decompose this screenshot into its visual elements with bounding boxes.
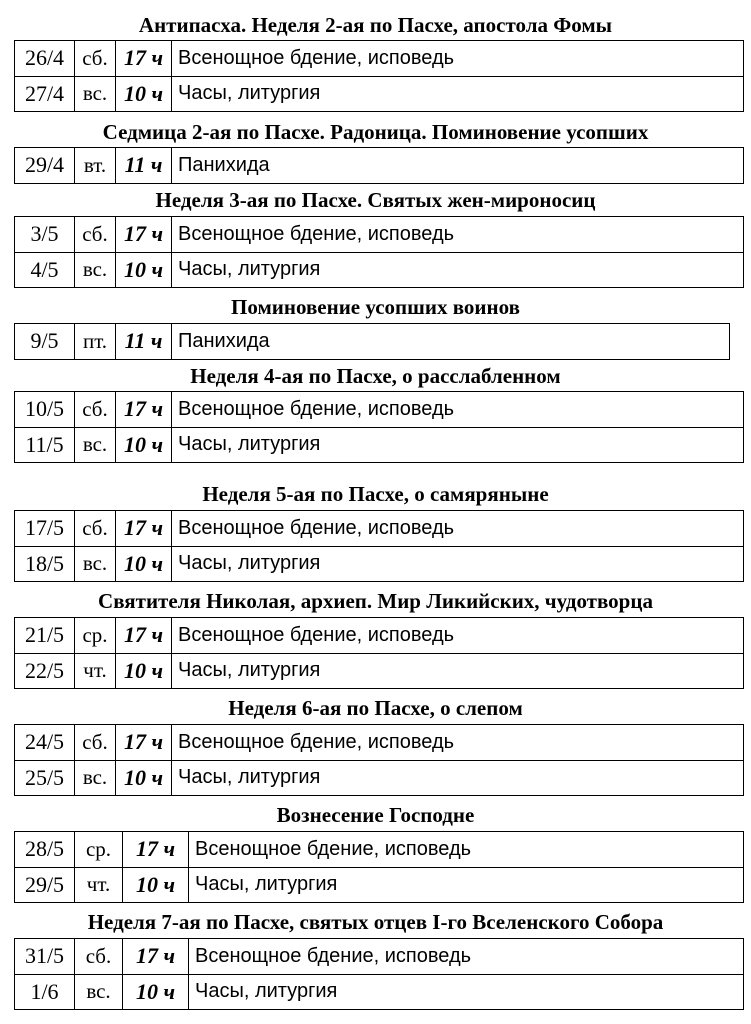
time-cell: 17 ч [116,41,172,77]
table-row [15,546,744,582]
table-row [15,725,744,761]
service-cell: Всенощное бдение, исповедь [189,832,744,868]
time-cell: 10 ч [116,546,172,582]
date-cell: 18/5 [15,546,75,582]
weekday-cell: вс. [75,76,116,112]
section-title: Антипасха. Неделя 2-ая по Пасхе, апостола Фомы [138,13,613,37]
service-cell: Часы, литургия [172,427,744,463]
date-cell: 28/5 [15,832,75,868]
date-cell: 24/5 [15,725,75,761]
schedule-table [14,938,744,1010]
schedule-table [14,216,744,288]
schedule-table [14,323,730,360]
table-row [15,974,744,1010]
date-cell: 11/5 [15,427,75,463]
weekday-cell: сб. [75,217,116,253]
table-row [15,618,744,654]
date-cell: 22/5 [15,653,75,689]
time-cell: 11 ч [116,148,172,184]
table-row [15,832,744,868]
date-cell: 10/5 [15,392,75,428]
weekday-cell: вс. [75,252,116,288]
table-row [15,427,744,463]
schedule-table [14,40,744,112]
section-title: Седмица 2-ая по Пасхе. Радоница. Поминовение усопших [102,120,649,144]
table-row [15,148,744,184]
weekday-cell: вт. [75,148,116,184]
time-cell: 17 ч [116,217,172,253]
weekday-cell: сб. [75,939,123,975]
service-cell: Всенощное бдение, исповедь [172,725,744,761]
time-cell: 10 ч [116,252,172,288]
date-cell: 29/5 [15,867,75,903]
weekday-cell: сб. [75,511,116,547]
time-cell: 17 ч [123,939,189,975]
date-cell: 21/5 [15,618,75,654]
time-cell: 10 ч [116,427,172,463]
section-title: Неделя 6-ая по Пасхе, о слепом [228,696,523,720]
time-cell: 17 ч [116,725,172,761]
time-cell: 17 ч [116,392,172,428]
table-row [15,217,744,253]
date-cell: 1/6 [15,974,75,1010]
date-cell: 3/5 [15,217,75,253]
weekday-cell: вс. [75,760,116,796]
date-cell: 9/5 [15,324,75,360]
time-cell: 17 ч [116,618,172,654]
weekday-cell: сб. [75,725,116,761]
time-cell: 17 ч [116,511,172,547]
date-cell: 27/4 [15,76,75,112]
section-title: Поминовение усопших воинов [231,295,520,319]
table-row [15,760,744,796]
service-cell: Всенощное бдение, исповедь [172,41,744,77]
weekday-cell: вс. [75,974,123,1010]
service-cell: Часы, литургия [172,252,744,288]
table-row [15,867,744,903]
table-row [15,653,744,689]
service-cell: Всенощное бдение, исповедь [172,392,744,428]
table-row [15,76,744,112]
schedule-table [14,510,744,582]
schedule-table [14,724,744,796]
weekday-cell: чт. [75,867,123,903]
service-cell: Часы, литургия [172,76,744,112]
weekday-cell: ср. [75,618,116,654]
time-cell: 11 ч [116,324,172,360]
service-cell: Всенощное бдение, исповедь [172,217,744,253]
service-cell: Часы, литургия [172,653,744,689]
section-title: Святителя Николая, архиеп. Мир Ликийских, чудотворца [98,589,653,613]
table-row [15,252,744,288]
weekday-cell: сб. [75,41,116,77]
date-cell: 25/5 [15,760,75,796]
service-cell: Всенощное бдение, исповедь [189,939,744,975]
weekday-cell: пт. [75,324,116,360]
table-row [15,324,730,360]
service-cell: Часы, литургия [172,546,744,582]
schedule-table [14,617,744,689]
weekday-cell: чт. [75,653,116,689]
section-title: Неделя 5-ая по Пасхе, о самяряныне [202,482,549,506]
service-cell: Панихида [172,324,730,360]
service-cell: Панихида [172,148,744,184]
time-cell: 10 ч [123,974,189,1010]
table-row [15,41,744,77]
service-cell: Всенощное бдение, исповедь [172,618,744,654]
section-title: Неделя 7-ая по Пасхе, святых отцев I-го Вселенского Собора [87,910,664,934]
service-cell: Всенощное бдение, исповедь [172,511,744,547]
schedule-table [14,391,744,463]
date-cell: 4/5 [15,252,75,288]
section-title: Неделя 4-ая по Пасхе, о расслабленном [190,364,561,388]
service-cell: Часы, литургия [189,974,744,1010]
time-cell: 17 ч [123,832,189,868]
service-cell: Часы, литургия [172,760,744,796]
table-row [15,939,744,975]
time-cell: 10 ч [116,760,172,796]
weekday-cell: ср. [75,832,123,868]
date-cell: 29/4 [15,148,75,184]
time-cell: 10 ч [116,76,172,112]
date-cell: 17/5 [15,511,75,547]
table-row [15,392,744,428]
weekday-cell: сб. [75,392,116,428]
schedule-table [14,147,744,184]
weekday-cell: вс. [75,427,116,463]
date-cell: 26/4 [15,41,75,77]
section-title: Вознесение Господне [276,803,475,827]
date-cell: 31/5 [15,939,75,975]
schedule-table [14,831,744,903]
service-cell: Часы, литургия [189,867,744,903]
section-title: Неделя 3-ая по Пасхе. Святых жен-мироносиц [155,188,596,212]
table-row [15,511,744,547]
time-cell: 10 ч [123,867,189,903]
time-cell: 10 ч [116,653,172,689]
weekday-cell: вс. [75,546,116,582]
